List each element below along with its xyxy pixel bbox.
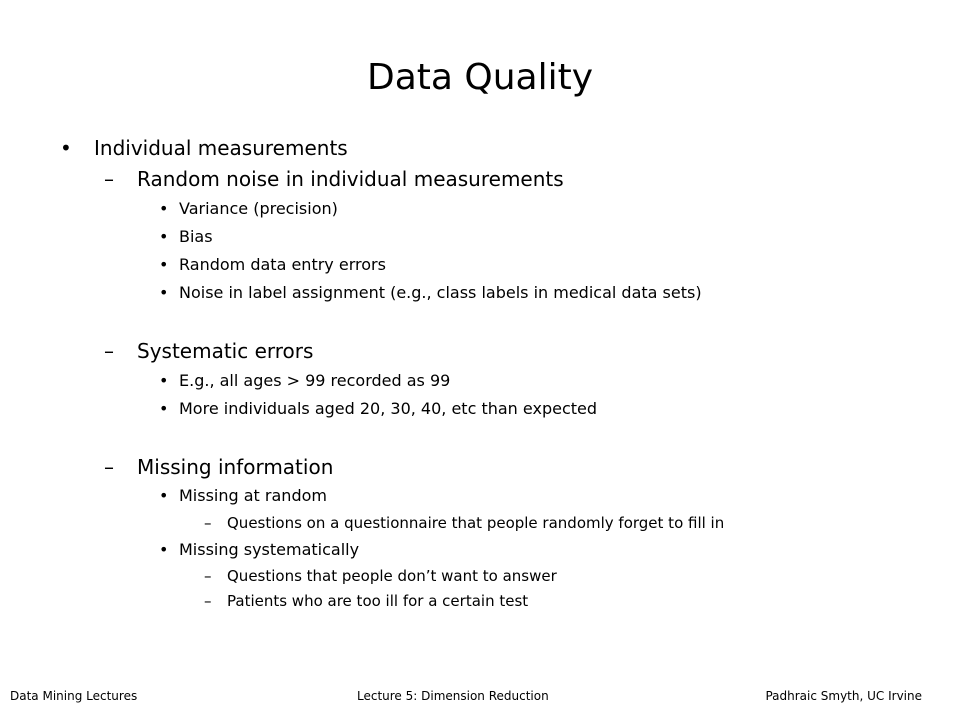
dash-marker: – bbox=[204, 592, 212, 610]
dash-marker: – bbox=[104, 339, 114, 363]
subitem-forget-to-fill: Questions on a questionnaire that people randomly forget to fill in bbox=[227, 514, 725, 532]
item-missing-at-random: Missing at random bbox=[179, 486, 327, 505]
bullet-marker: • bbox=[159, 399, 169, 418]
dash-marker: – bbox=[204, 567, 212, 585]
bullet-marker: • bbox=[159, 540, 169, 559]
item-random-entry-errors: Random data entry errors bbox=[179, 255, 386, 274]
footer-left: Data Mining Lectures bbox=[10, 689, 138, 703]
bullet-marker: • bbox=[159, 227, 169, 246]
subitem-dont-want-to-answer: Questions that people don’t want to answer bbox=[227, 567, 557, 585]
bullet-marker: • bbox=[159, 199, 169, 218]
footer-center: Lecture 5: Dimension Reduction bbox=[357, 689, 549, 703]
bullet-marker: • bbox=[159, 283, 169, 302]
bullet-marker: • bbox=[60, 136, 72, 160]
item-variance: Variance (precision) bbox=[179, 199, 338, 218]
dash-marker: – bbox=[104, 455, 114, 479]
slide-title: Data Quality bbox=[366, 57, 594, 98]
heading-systematic-errors: Systematic errors bbox=[137, 339, 314, 363]
item-bias: Bias bbox=[179, 227, 213, 246]
bullet-marker: • bbox=[159, 371, 169, 390]
bullet-marker: • bbox=[159, 255, 169, 274]
item-label-noise: Noise in label assignment (e.g., class labels in medical data sets) bbox=[179, 283, 702, 302]
dash-marker: – bbox=[104, 167, 114, 191]
subitem-too-ill: Patients who are too ill for a certain test bbox=[227, 592, 529, 610]
item-missing-systematically: Missing systematically bbox=[179, 540, 360, 559]
heading-missing-information: Missing information bbox=[137, 455, 334, 479]
heading-random-noise: Random noise in individual measurements bbox=[137, 167, 564, 191]
item-ages-99: E.g., all ages > 99 recorded as 99 bbox=[179, 371, 451, 390]
item-ages-rounded: More individuals aged 20, 30, 40, etc than expected bbox=[179, 399, 598, 418]
dash-marker: – bbox=[204, 514, 212, 532]
bullet-individual-measurements: Individual measurements bbox=[94, 136, 348, 160]
footer-right: Padhraic Smyth, UC Irvine bbox=[765, 689, 922, 703]
bullet-marker: • bbox=[159, 486, 169, 505]
